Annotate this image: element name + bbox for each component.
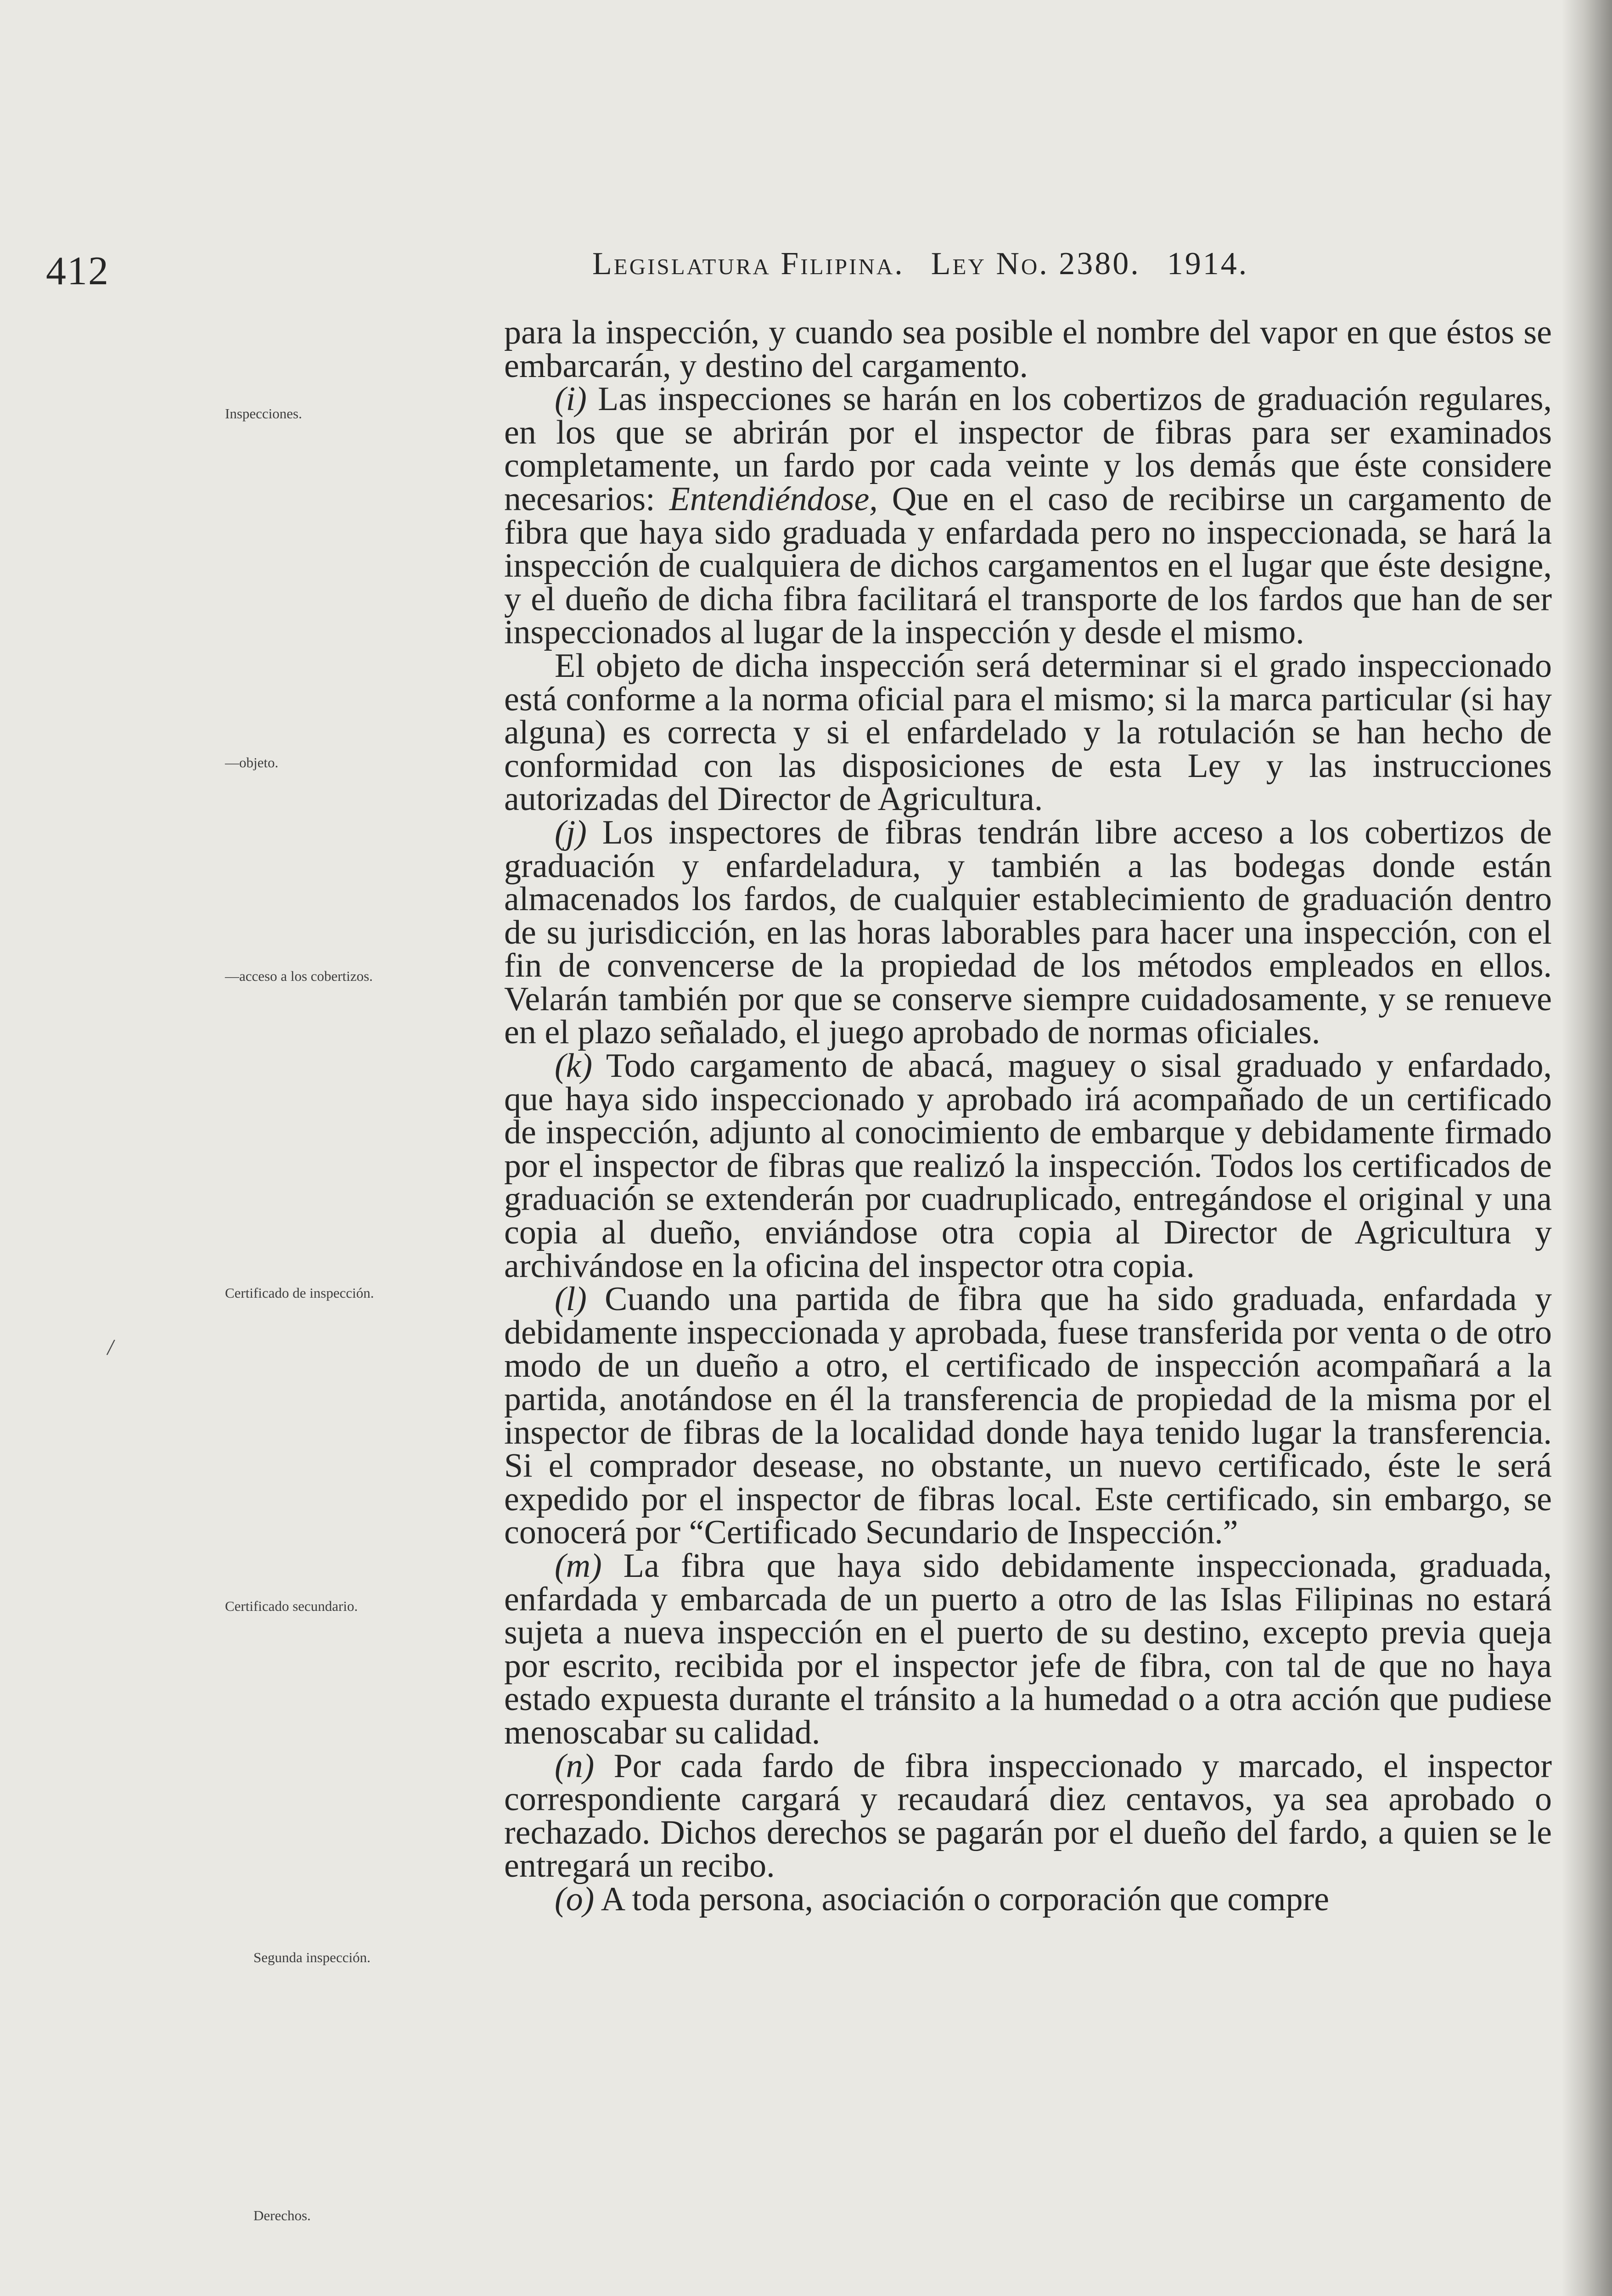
margin-note-inspecciones: Inspecciones. [225, 405, 302, 422]
paragraph-i-proviso: Entendiéndose, [669, 480, 878, 518]
paragraph-i-label: (i) [555, 380, 587, 418]
paragraph-o-label: (o) [555, 1880, 595, 1918]
margin-note-objeto: —objeto. [225, 754, 279, 771]
paragraph-l-label: (l) [555, 1280, 587, 1318]
paragraph-i-text-before: Las inspecciones se harán en los cobertizos de graduación regulares, en los que se abrirán por el inspector de fibras para ser examinados completamente, un fardo por cada veinte y los demás que éste considere necesarios: [504, 380, 1552, 518]
stray-pen-mark: / [106, 1334, 116, 1361]
paragraph-l-text: Cuando una partida de fibra que ha sido graduada, enfardada y debidamente inspeccionada y aprobada, fuese transferida por venta o de otro modo de un dueño a otro, el certificado de inspección acompañará a la partida, anotándose en él la transferencia de propiedad de la misma por el inspector de fibras de la localidad donde haya tenido lugar la transferencia. Si el comprador desease, no obstante, un nuevo certificado, éste le será expedido por el inspector de fibras local. Este certificado, sin embargo, se conocerá por “Certificado Secundario de Inspección.” [504, 1280, 1552, 1552]
margin-note-certificado-inspeccion: Certificado de inspección. [225, 1285, 374, 1301]
paragraph-j-text: Los inspectores de fibras tendrán libre acceso a los cobertizos de graduación y enfardeladura, y también a las bodegas donde están almacenados los fardos, de cualquier establecimiento de graduación dentro de su jurisdicción, en las horas laborables para hacer una inspección, con el fin de convencerse de la propiedad de los métodos empleados en ellos. Velarán también por que se conserve siempre cuidadosamente, y se renueve en el plazo señalado, el juego aprobado de normas oficiales. [504, 813, 1552, 1052]
margin-note-segunda-inspeccion: Segunda inspección. [253, 1949, 371, 1965]
paragraph-j-label: (j) [555, 813, 587, 851]
margin-note-acceso: —acceso a los cobertizos. [225, 968, 373, 984]
paragraph-i-text-after: Que en el caso de recibirse un cargamento de fibra que haya sido graduada y enfardada pero no inspeccionada, se hará la inspección de cualquiera de dichos cargamentos en el lugar que éste designe, y el dueño de dicha fibra facilitará el transporte de los fardos que han de ser inspeccionados al lugar de la inspección y desde el mismo. [504, 480, 1552, 652]
paragraph-l [504, 1280, 1552, 1552]
paragraph-o [504, 1880, 1552, 1918]
page-edge-shadow [1561, 0, 1612, 2296]
paragraph-i [504, 380, 1552, 652]
paragraph-k-label: (k) [555, 1047, 593, 1085]
paragraph-n-text: Por cada fardo de fibra inspeccionado y marcado, el inspector correspondiente cargará y recaudará diez centavos, ya sea aprobado o rechazado. Dichos derechos se pagarán por el dueño del fardo, a quien se le entregará un recibo. [504, 1747, 1552, 1885]
paragraph-o-text: A toda persona, asociación o corporación que compre [601, 1880, 1330, 1918]
paragraph-k [504, 1049, 1552, 1283]
paragraph-n [504, 1747, 1552, 1885]
running-head-law: Ley No. 2380. [931, 246, 1140, 281]
paragraph-m-label: (m) [555, 1547, 602, 1585]
running-head [592, 246, 1501, 282]
paragraph-m [504, 1549, 1552, 1750]
running-head-year: 1914. [1167, 246, 1249, 281]
margin-note-derechos: Derechos. [253, 2207, 311, 2223]
paragraph-m-text: La fibra que haya sido debidamente inspeccionada, graduada, enfardada y embarcada de un puerto a otro de las Islas Filipinas no estará sujeta a nueva inspección en el puerto de su destino, excepto previa queja por escrito, recibida por el inspector jefe de fibra, con tal de que no haya estado expuesta durante el tránsito a la humedad o a otra acción que pudiese menoscabar su calidad. [504, 1547, 1552, 1751]
paragraph-continuation: para la inspección, y cuando sea posible el nombre del vapor en que éstos se embarcarán, y destino del cargamento. [504, 314, 1552, 385]
paragraph-n-label: (n) [555, 1747, 595, 1785]
paragraph-objeto: El objeto de dicha inspección será determinar si el grado inspeccionado está conforme a la norma oficial para el mismo; si la marca particular (si hay alguna) es correcta y si el enfardelado y la rotulación se han hecho de conformidad con las disposiciones de esta Ley y las instrucciones autorizadas del Director de Agricultura. [504, 647, 1552, 818]
paragraph-k-text: Todo cargamento de abacá, maguey o sisal graduado y enfardado, que haya sido inspeccionado y aprobado irá acompañado de un certificado de inspección, adjunto al conocimiento de embarque y debidamente firmado por el inspector de fibras que realizó la inspección. Todos los certificados de graduación se extenderán por cuadruplicado, entregándose el original y una copia al dueño, enviándose otra copia al Director de Agricultura y archivándose en la oficina del inspector otra copia. [504, 1047, 1552, 1285]
paragraph-j [504, 813, 1552, 1052]
running-head-legislature: Legislatura Filipina. [592, 246, 904, 281]
body-text [504, 316, 1552, 1916]
page-number: 412 [46, 249, 109, 293]
margin-note-certificado-secundario: Certificado secundario. [225, 1598, 358, 1614]
